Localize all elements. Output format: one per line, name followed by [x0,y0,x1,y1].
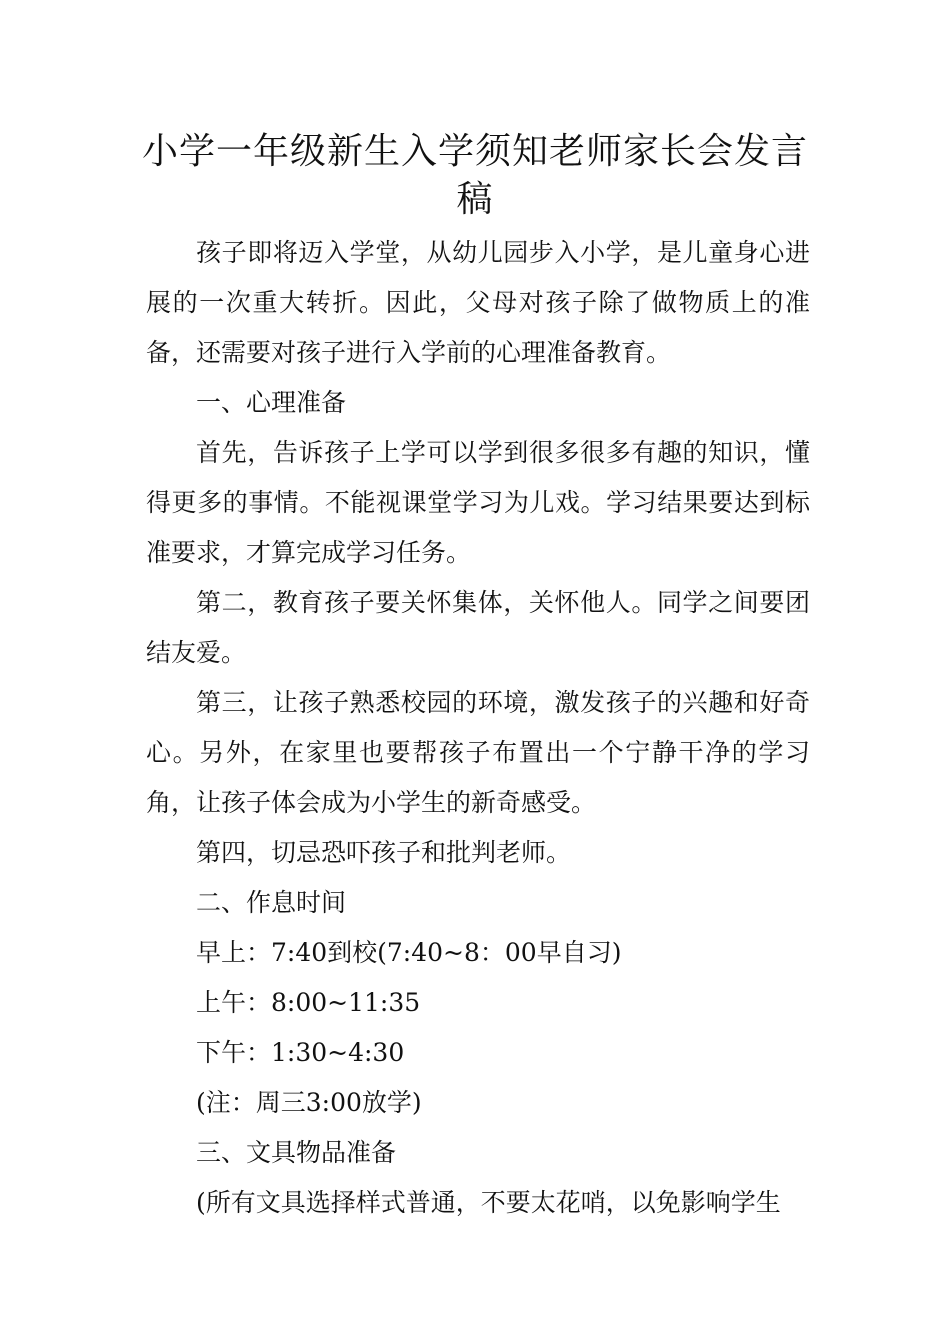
document-title [140,128,810,224]
paragraph-fourth: 第四，切忌恐吓孩子和批判老师。 [196,838,572,867]
schedule-morning: 上午：8:00~11:35 [196,988,421,1017]
schedule-note: (注：周三3:00放学) [196,1088,422,1117]
document-body [146,228,810,1228]
title-line-2: 稿 [456,179,494,220]
schedule-morning-arrival: 早上：7:40到校(7:40~8：00早自习) [196,938,622,967]
paragraph-second: 第二，教育孩子要关怀集体，关怀他人。同学之间要团结友爱。 [146,588,810,667]
section-heading-psychology: 一、心理准备 [196,388,347,417]
title-line-1: 小学一年级新生入学须知老师家长会发言 [141,131,808,172]
section-heading-supplies: 三、文具物品准备 [196,1138,397,1167]
schedule-afternoon: 下午：1:30~4:30 [196,1038,405,1067]
supplies-paragraph: (所有文具选择样式普通，不要太花哨，以免影响学生 [196,1188,781,1217]
paragraph-third: 第三，让孩子熟悉校园的环境，激发孩子的兴趣和好奇心。另外，在家里也要帮孩子布置出一个宁静干净的学习角，让孩子体会成为小学生的新奇感受。 [146,688,810,817]
intro-paragraph: 孩子即将迈入学堂，从幼儿园步入小学，是儿童身心进展的一次重大转折。因此，父母对孩子除了做物质上的准备，还需要对孩子进行入学前的心理准备教育。 [146,238,810,367]
paragraph-first: 首先，告诉孩子上学可以学到很多很多有趣的知识，懂得更多的事情。不能视课堂学习为儿戏。学习结果要达到标准要求，才算完成学习任务。 [146,438,810,567]
section-heading-schedule: 二、作息时间 [196,888,347,917]
